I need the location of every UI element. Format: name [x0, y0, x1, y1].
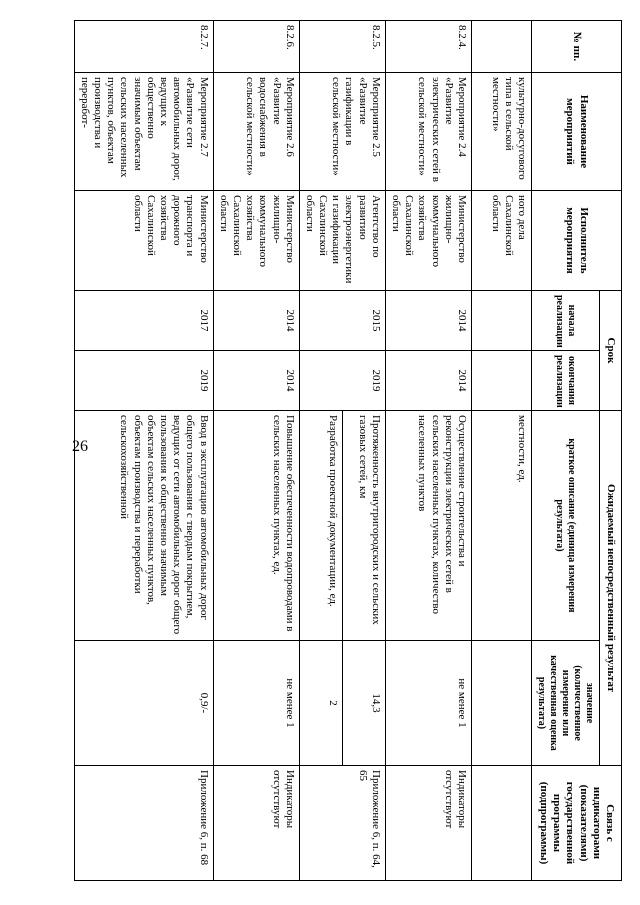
row-link	[472, 766, 532, 881]
row-end	[472, 351, 532, 411]
rotated-table-wrapper	[78, 20, 622, 880]
header-result-value: значение (количественное измерение или качественная оценка результата)	[532, 641, 600, 766]
row-num: 8.2.5.	[299, 21, 385, 73]
row-executor: ного дела Сахалинской области	[472, 191, 532, 291]
row-end: 2014	[213, 351, 299, 411]
row-start: 2015	[299, 291, 385, 351]
row-value: не менее 1	[213, 641, 299, 766]
row-end: 2014	[385, 351, 471, 411]
row-desc-secondary: Разработка проектной документации, ед.	[299, 411, 342, 641]
table-row	[472, 21, 532, 881]
row-num: 8.2.4.	[385, 21, 471, 73]
header-link: Связь с индикаторами (показателями) государственной программы (подпрограммы)	[532, 766, 622, 881]
row-executor: Министерство жилищно-коммунального хозяйства Сахалинской области	[213, 191, 299, 291]
row-executor: Министерство транспорта и дорожного хозяйства Сахалинской области	[74, 191, 213, 291]
header-num: № пп.	[532, 21, 622, 73]
header-result: Ожидаемый непосредственный результат	[600, 411, 622, 766]
row-num	[472, 21, 532, 73]
row-value: 0,9/-	[74, 641, 213, 766]
row-name: Мероприятие 2.4 «Развитие электрических сетей в сельской местности»	[385, 73, 471, 191]
row-start: 2014	[213, 291, 299, 351]
row-start	[472, 291, 532, 351]
page-number: 26	[72, 438, 88, 455]
header-term: Срок	[600, 291, 622, 411]
row-link: Индикаторы отсутствуют	[213, 766, 299, 881]
row-start: 2017	[74, 291, 213, 351]
row-desc: Осуществление строительства и реконструкции электрических сетей в сельских населенных пунктах, количество населенных пунктов	[385, 411, 471, 641]
row-value: не менее 1	[385, 641, 471, 766]
row-desc: Протяженность внутригородских и сельских газовых сетей, км	[342, 411, 385, 641]
row-num: 8.2.7.	[74, 21, 213, 73]
row-link: Приложение 6, п. 68	[74, 766, 213, 881]
row-name: Мероприятие 2.6 «Развитие водоснабжения в сельской местности»	[213, 73, 299, 191]
row-desc: местности, ед.	[472, 411, 532, 641]
header-name: Наименование мероприятий	[532, 73, 622, 191]
row-value: 14,3	[342, 641, 385, 766]
row-name: культурно-досугового типа в сельской местности»	[472, 73, 532, 191]
row-link: Индикаторы отсутствуют	[385, 766, 471, 881]
row-name: Мероприятие 2.7 «Развитие сети автомобильных дорог, ведущих к общественно значимым объектам сельских населенных пунктов, объектам производства и переработ-	[74, 73, 213, 191]
row-num: 8.2.6.	[213, 21, 299, 73]
header-term-end: окончания реализации	[532, 351, 600, 411]
table-row	[385, 21, 471, 881]
table-row	[213, 21, 299, 881]
row-desc: Повышение обеспеченности водопроводами в сельских населенных пунктах, ед.	[213, 411, 299, 641]
header-executor: Исполнитель мероприятия	[532, 191, 622, 291]
row-executor: Министерство жилищно-коммунального хозяйства Сахалинской области	[385, 191, 471, 291]
program-measures-table	[74, 20, 622, 881]
row-link: Приложение 6, п. 64, 65	[299, 766, 385, 881]
row-executor: Агентство по развитию электроэнергетики и газификации Сахалинской области	[299, 191, 385, 291]
table-row	[74, 21, 213, 881]
row-end: 2019	[299, 351, 385, 411]
row-end: 2019	[74, 351, 213, 411]
row-desc: Ввод в эксплуатацию автомобильных дорог общего пользования с твердым покрытием, ведущих от сети автомобильных дорог общего пользования к общественно значимым объектам сельских населенных пунктов, объектам производства и переработки сельскохозяйственной	[74, 411, 213, 641]
table-row	[342, 21, 385, 881]
row-start: 2014	[385, 291, 471, 351]
row-name: Мероприятие 2.5 «Развитие газификации в сельской местности»	[299, 73, 385, 191]
header-term-start: начала реализации	[532, 291, 600, 351]
row-value-secondary: 2	[299, 641, 342, 766]
header-result-desc: краткое описание (единица измерения результата)	[532, 411, 600, 641]
row-value	[472, 641, 532, 766]
